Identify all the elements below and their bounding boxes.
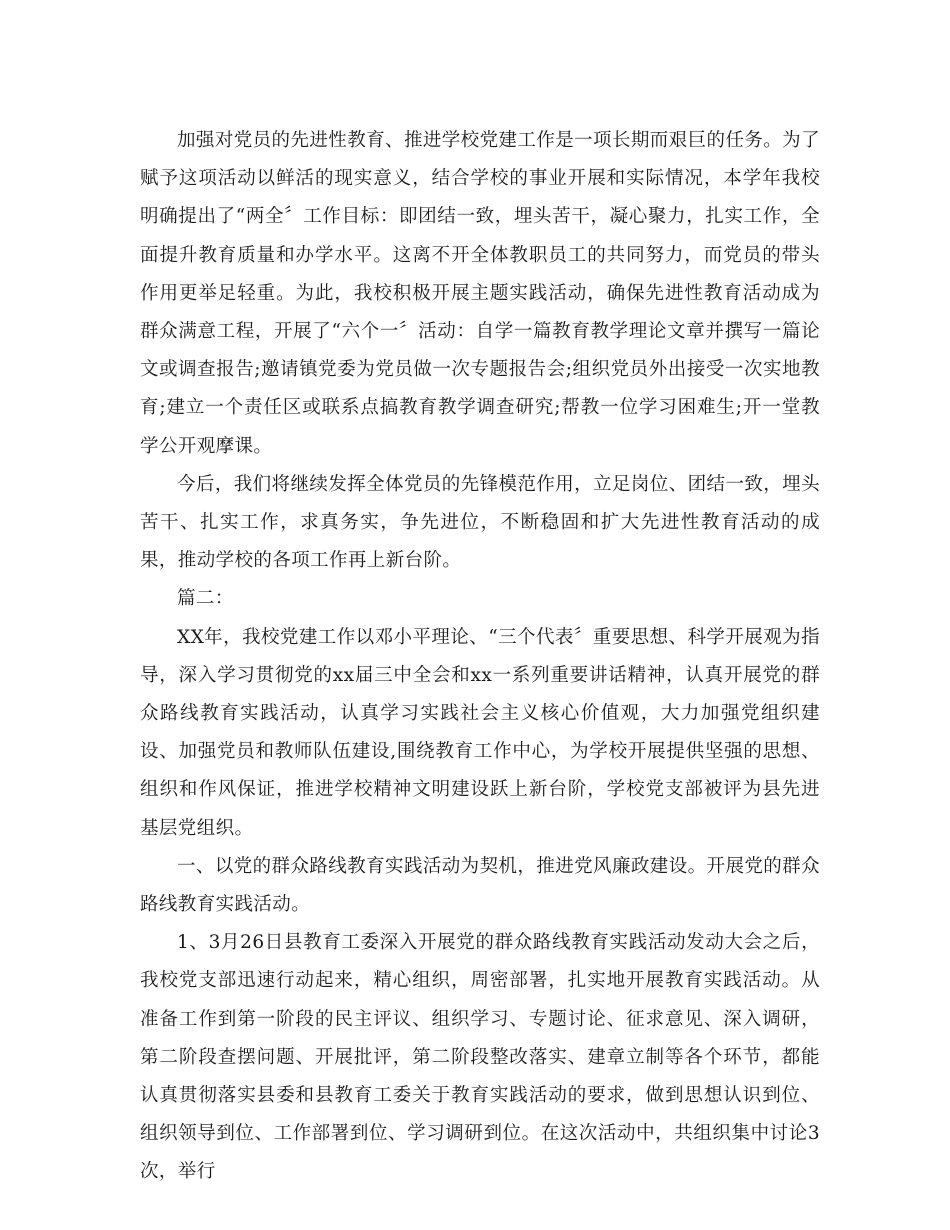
paragraph-party-education: 加强对党员的先进性教育、推进学校党建工作是一项长期而艰巨的任务。为了赋予这项活动以鲜活的现实意义，结合学校的事业开展和实际情况，本学年我校明确提出了“两全〞工作目标：即团结一致，埋头苦干，凝心聚力，扎实工作，全面提升教育质量和办学水平。这离不开全体教职员工的共同努力，而党员的带头作用更举足轻重。为此，我校积极开展主题实践活动，确保先进性教育活动成为群众满意工程，开展了“六个一〞活动：自学一篇教育教学理论文章并撰写一篇论文或调查报告;邀请镇党委为党员做一次专题报告会;组织党员外出接受一次实地教育;建立一个责任区或联系点搞教育教学调查研究;帮教一位学习困难生;开一堂教学公开观摩课。 — [140, 130, 820, 457]
section-heading-part-two: 篇二： — [177, 588, 234, 610]
paragraph-section-one-heading: 一、以党的群众路线教育实践活动为契机，推进党风廉政建设。开展党的群众路线教育实践活动。 — [140, 855, 820, 916]
paragraph-item-one: 1、3月26日县教育工委深入开展党的群众路线教育实践活动发动大会之后，我校党支部迅速行动起来，精心组织，周密部署，扎实地开展教育实践活动。从准备工作到第一阶段的民主评议、组织学习、专题讨论、征求意见、深入调研，第二阶段查摆问题、开展批评，第二阶段整改落实、建章立制等各个环节，都能认真贯彻落实县委和县教育工委关于教育实践活动的要求，做到思想认识到位、组织领导到位、工作部署到位、学习调研到位。在这次活动中，共组织集中讨论3次，举行 — [140, 932, 820, 1183]
document-body — [140, 122, 820, 1192]
paragraph-future-outlook: 今后，我们将继续发挥全体党员的先锋模范作用，立足岗位、团结一致，埋头苦干、扎实工作，求真务实，争先进位，不断稳固和扩大先进性教育活动的成果，推动学校的各项工作再上新台阶。 — [140, 473, 820, 572]
paragraph-annual-summary: XX年，我校党建工作以邓小平理论、“三个代表〞重要思想、科学开展观为指导，深入学习贯彻党的xx届三中全会和xx一系列重要讲话精神，认真开展党的群众路线教育实践活动，认真学习实践社会主义核心价值观，大力加强党组织建设、加强党员和教师队伍建设,围绕教育工作中心，为学校开展提供坚强的思想、组织和作风保证，推进学校精神文明建设跃上新台阶，学校党支部被评为县先进基层党组织。 — [140, 626, 820, 839]
